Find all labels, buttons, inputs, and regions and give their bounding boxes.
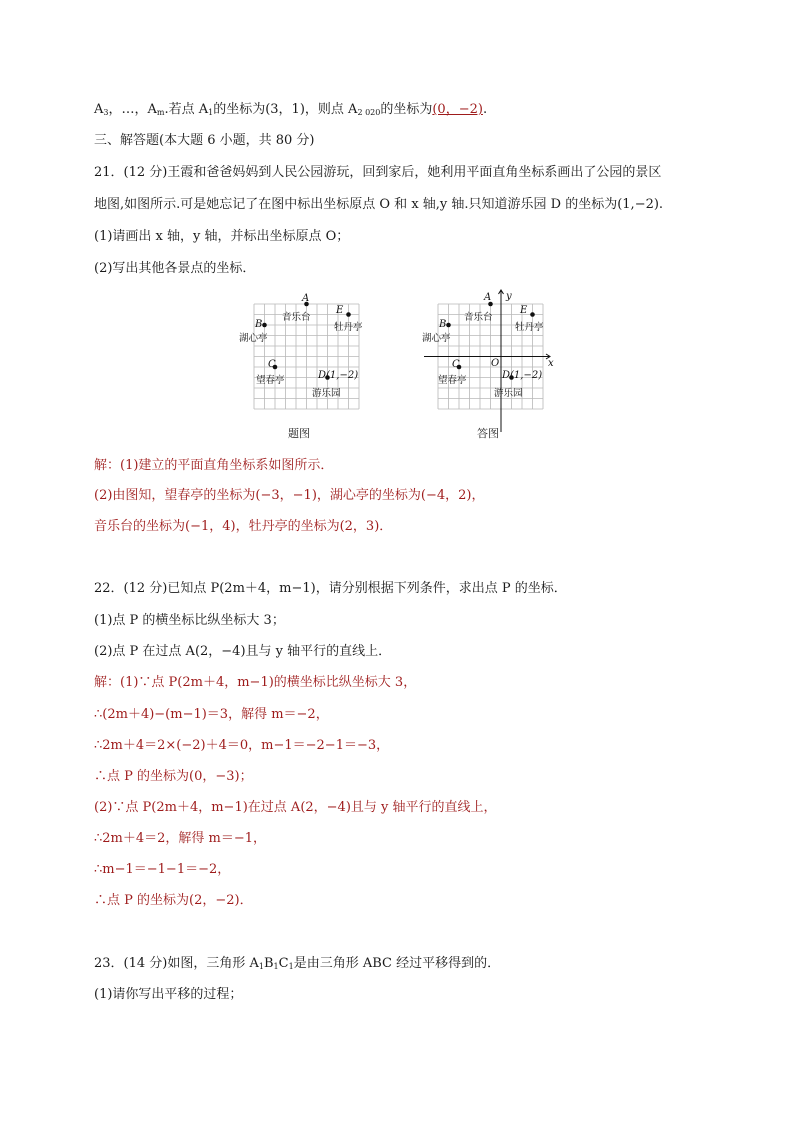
label-peony: 牡丹亭 (334, 322, 363, 333)
label-c: C (268, 359, 276, 370)
ans-label-e: E (520, 305, 528, 316)
axis-label-x: x (548, 358, 554, 369)
axis-label-y: y (506, 291, 512, 302)
q21-solution-2: (2)由图知，望春亭的坐标为(−3，−1)，湖心亭的坐标为(−4，2)， (94, 488, 485, 503)
figure-problem (236, 290, 376, 420)
q22-line1: 22．(12 分)已知点 P(2m＋4，m−1)，请分别根据下列条件，求出点 P 的坐标． (94, 581, 567, 596)
ans-label-peony: 牡丹亭 (515, 322, 544, 333)
q22-part2: (2)点 P 在过点 A(2，−4)且与 y 轴平行的直线上． (94, 644, 392, 659)
label-a: A (302, 293, 310, 304)
caption-problem: 题图 (288, 427, 310, 440)
point-b (262, 323, 267, 328)
q23-line1: 23．(14 分)如图，三角形 $A_1B_1C_1$是由三角形 ABC 经过平移得到的． (94, 956, 501, 971)
ans-label-b: B (439, 319, 447, 330)
q22-part1: (1)点 P 的横坐标比纵坐标大 3； (94, 613, 285, 628)
q21-part2: (2)写出其他各景点的坐标． (94, 261, 256, 276)
q22-solution-line: ∴(2m＋4)−(m−1)＝3，解得 m＝−2， (94, 707, 329, 722)
q21-solution-3: 音乐台的坐标为(−1，4)，牡丹亭的坐标为(2，3)． (94, 519, 393, 534)
figure-answer (420, 286, 560, 436)
ans-label-park: 游乐园 (494, 388, 523, 399)
q22-solution-line: ∴点 P 的坐标为(2，−2)． (94, 893, 253, 908)
answer-a2020: (0，−2) (432, 102, 483, 117)
q22-solution-line: 解：(1)∵点 P(2m＋4，m−1)的横坐标比纵坐标大 3， (94, 675, 417, 690)
label-d: D(1,−2) (318, 370, 359, 381)
label-e: E (336, 305, 344, 316)
q21-line2: 地图,如图所示.可是她忘记了在图中标出坐标原点 O 和 x 轴,y 轴.只知道游乐园 D 的坐标为(1,−2). (94, 197, 664, 212)
q22-solution-line: ∴点 P 的坐标为(0，−3)； (94, 769, 253, 784)
q21-part1: (1)请画出 x 轴，y 轴，并标出坐标原点 O； (94, 229, 350, 244)
origin-label: O (491, 358, 500, 369)
section-heading: 三、解答题(本大题 6 小题，共 80 分) (94, 133, 315, 148)
ans-label-a: A (484, 292, 492, 303)
q22-solution-line: ∴2m＋4＝2×(−2)＋4＝0，m−1＝−2−1＝−3， (94, 738, 390, 753)
q22-solution-line: (2)∵点 P(2m＋4，m−1)在过点 A(2，−4)且与 y 轴平行的直线上， (94, 800, 497, 815)
label-b: B (255, 319, 263, 330)
caption-answer: 答图 (477, 427, 499, 440)
q21-solution-1: 解：(1)建立的平面直角坐标系如图所示． (94, 458, 334, 473)
q21-line1: 21．(12 分)王霞和爸爸妈妈到人民公园游玩，回到家后，她利用平面直角坐标系画出了公园的景区 (94, 165, 662, 180)
intro-line: $A_3$，…，$A_m$.若点 $A_1$的坐标为(3，1)，则点 $A_{2 020}$的坐标为(0，−2). (94, 102, 488, 117)
ans-label-lake: 湖心亭 (422, 333, 451, 344)
ans-label-spring: 望春亭 (438, 375, 467, 386)
q23-part1: (1)请你写出平移的过程； (94, 987, 243, 1002)
point-e (346, 312, 351, 317)
label-park: 游乐园 (312, 388, 341, 399)
ans-label-d: D(1,−2) (502, 370, 543, 381)
q22-solution-line: ∴2m＋4＝2，解得 m＝−1， (94, 831, 267, 846)
label-music: 音乐台 (282, 312, 311, 323)
ans-label-c: C (452, 359, 460, 370)
label-lake: 湖心亭 (239, 333, 268, 344)
label-spring: 望春亭 (256, 375, 285, 386)
q22-solution-line: ∴m−1＝−1−1＝−2， (94, 862, 231, 877)
ans-label-music: 音乐台 (464, 312, 493, 323)
